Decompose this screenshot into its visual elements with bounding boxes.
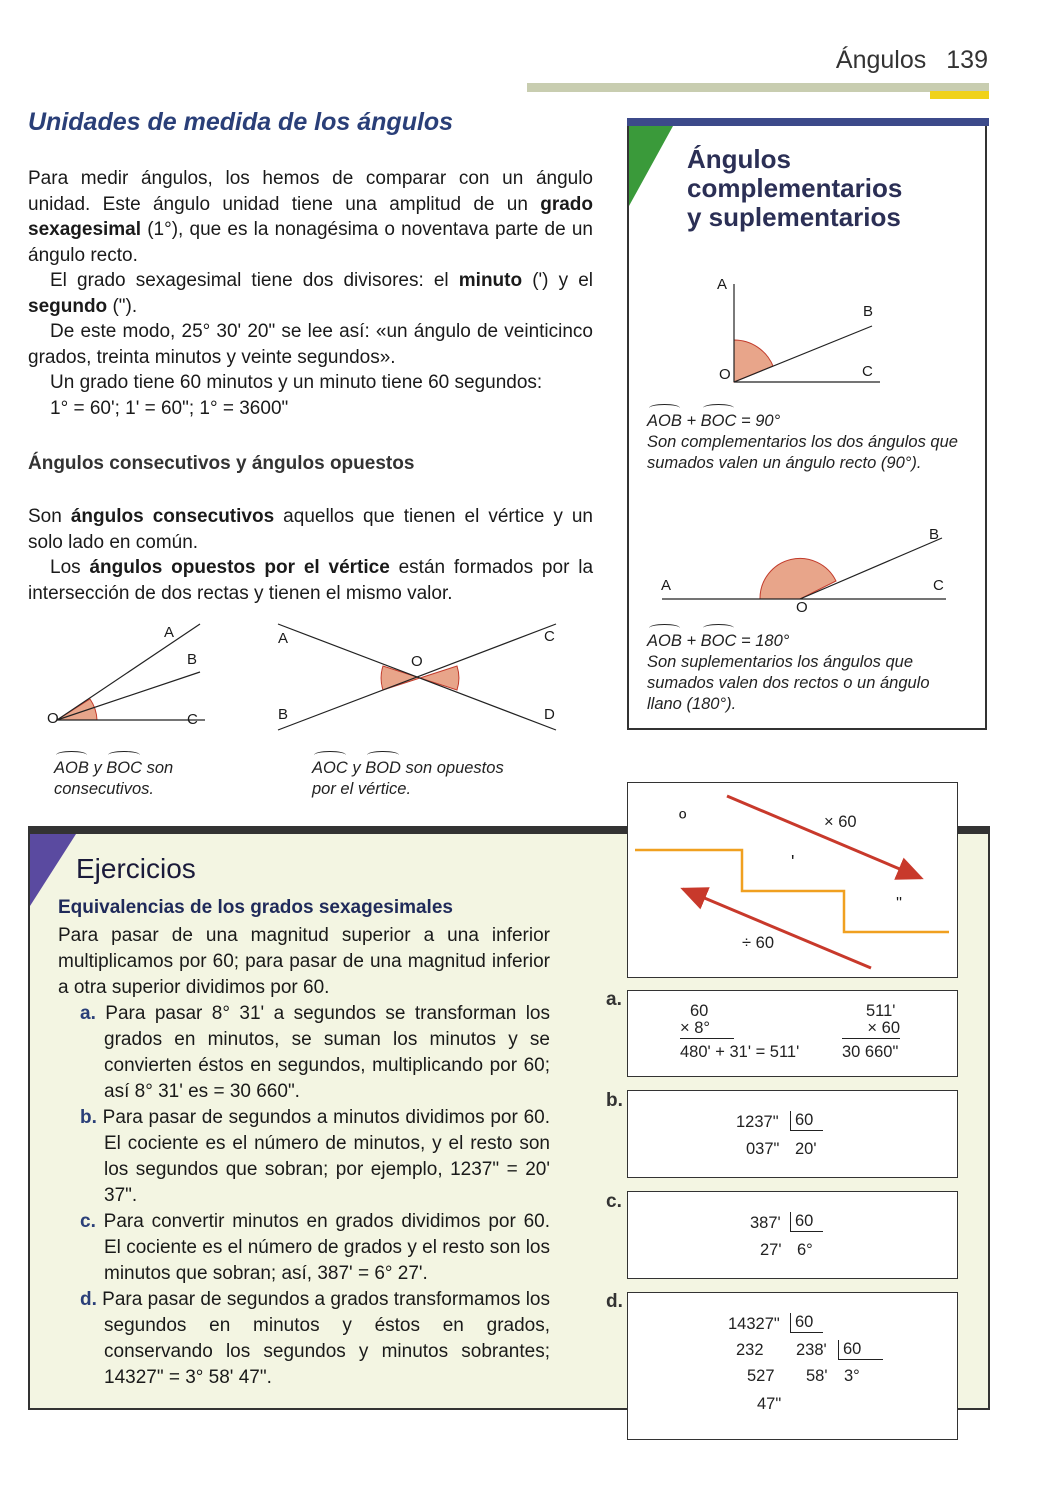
divisor: 60 xyxy=(790,1111,823,1131)
unidades-p5: 1° = 60'; 1' = 60"; 1° = 3600" xyxy=(50,397,289,419)
text: y xyxy=(347,759,366,777)
angle-name: AOB xyxy=(54,759,89,777)
calc-box-c xyxy=(627,1191,958,1279)
quotient: 20' xyxy=(795,1140,817,1158)
angle-name: BOC xyxy=(700,412,737,430)
text: + xyxy=(681,412,701,430)
angle-name: AOC xyxy=(312,759,348,777)
complementary-definition: Son complementarios los dos ángulos que sumados valen un ángulo recto (90°). xyxy=(647,433,958,472)
divisor: 60 xyxy=(790,1313,823,1333)
text: están formados por la intersección de dos rectas y tienen el mismo valor. xyxy=(28,557,594,604)
label-o: O xyxy=(411,653,423,670)
partial-remainder: 232 xyxy=(736,1341,764,1359)
exercises-subtitle: Equivalencias de los grados sexagesimales xyxy=(58,897,453,918)
supplementary-figure xyxy=(660,525,960,605)
angle-name: BOC xyxy=(700,632,737,650)
label-b: B xyxy=(187,651,198,668)
label-a: A xyxy=(278,630,289,647)
item-text: Para pasar 8° 31' a segundos se transforman los grados en minutos, se suman los minutos y se convierten éstos en segundos, multiplicando por 60; así 8° 31' es = 30 660". xyxy=(95,1003,550,1102)
multiply-label: × 60 xyxy=(824,813,857,831)
unidades-p4: Un grado tiene 60 minutos y un minuto tiene 60 segundos: xyxy=(50,372,543,393)
title-line: Ángulos xyxy=(687,144,791,174)
letter-c: c. xyxy=(606,1191,622,1212)
term: ángulos opuestos por el vértice xyxy=(89,557,390,578)
label-d: D xyxy=(544,706,555,723)
consecutivos-text xyxy=(28,504,593,606)
item-letter: c. xyxy=(80,1211,96,1232)
text: (1°), que es la nonagésima o noventava parte de un ángulo recto. xyxy=(28,219,593,266)
supplementary-equation xyxy=(647,631,789,652)
multiplier: × 8° xyxy=(680,1019,734,1039)
subsection-title: Ángulos consecutivos y ángulos opuestos xyxy=(28,453,415,474)
text: consecutivos. xyxy=(54,780,154,798)
second-symbol: '' xyxy=(896,895,903,912)
text: ("). xyxy=(107,295,138,317)
page-number: 139 xyxy=(946,46,988,74)
exercises-title: Ejercicios xyxy=(76,853,196,884)
remainder: 27' xyxy=(760,1241,782,1259)
angle-arc-right xyxy=(420,666,459,690)
angle-name: BOC xyxy=(106,759,143,777)
green-tab xyxy=(629,126,673,206)
angle-arc xyxy=(57,699,97,720)
dividend: 14327" xyxy=(728,1315,780,1333)
multiplier: × 60 xyxy=(842,1019,900,1039)
label-a: A xyxy=(661,577,672,594)
term: grado sexagesimal xyxy=(28,193,593,240)
text: (') y el xyxy=(522,270,594,291)
item-letter: d. xyxy=(80,1289,97,1310)
letter-d: d. xyxy=(606,1291,623,1312)
exercise-item xyxy=(58,1105,550,1209)
quotient-minutes: 238' xyxy=(796,1341,827,1359)
angle-name: AOB xyxy=(647,412,682,430)
angle-arc xyxy=(734,340,773,382)
label-o: O xyxy=(47,710,59,727)
item-letter: b. xyxy=(80,1107,97,1128)
label-o: O xyxy=(796,599,808,616)
exercise-item xyxy=(58,1287,550,1391)
dividend: 387' xyxy=(750,1214,781,1232)
exercise-item xyxy=(58,1209,550,1287)
text: son xyxy=(142,759,174,777)
minute-symbol: ' xyxy=(791,852,795,872)
text: Los xyxy=(50,557,90,578)
term: minuto xyxy=(458,270,523,291)
exercises-intro: Para pasar de una magnitud superior a una inferior multiplicamos por 60; para pasar de una magnitud inferior a otra superior dividimos por 60. xyxy=(58,925,550,998)
dividend: 1237" xyxy=(736,1113,779,1131)
section-name: Ángulos xyxy=(835,46,927,74)
sidebar-top-bar xyxy=(627,118,989,126)
sidebar-title xyxy=(687,145,902,232)
label-c: C xyxy=(544,628,555,645)
complementary-equation xyxy=(647,411,780,432)
text: Son xyxy=(28,506,71,527)
divisor: 60 xyxy=(838,1340,883,1360)
label-a: A xyxy=(717,276,728,293)
exercise-item xyxy=(58,1001,550,1105)
factor: 60 xyxy=(690,1002,709,1020)
remainder-minutes: 58' xyxy=(806,1367,828,1385)
consecutivos-p2 xyxy=(28,555,593,606)
label-c: C xyxy=(933,577,944,594)
text: = 180° xyxy=(736,632,790,650)
exercises-text xyxy=(58,923,550,1391)
label-b: B xyxy=(863,303,874,320)
quotient: 6° xyxy=(797,1241,813,1259)
conversion-diagram-graphic xyxy=(627,782,958,978)
label-c: C xyxy=(862,363,873,380)
letter-a: a. xyxy=(606,989,622,1010)
item-text: Para convertir minutos en grados dividimos por 60. El cociente es el número de grados y el resto son los minutos que sobran; así, 387' = 6° 27'. xyxy=(95,1211,550,1284)
unidades-text xyxy=(28,166,593,421)
text: Para medir ángulos, los hemos de comparar con un ángulo unidad. Este ángulo unidad tiene una amplitud de un xyxy=(28,168,593,215)
angle-name: BOD xyxy=(365,759,401,777)
divide-label: ÷ 60 xyxy=(742,934,774,952)
opposite-angles-figure xyxy=(270,620,570,740)
title-line: y suplementarios xyxy=(687,202,901,232)
opposite-caption xyxy=(312,758,504,800)
label-a: A xyxy=(164,624,175,641)
text: + xyxy=(681,632,701,650)
page-header xyxy=(836,46,988,75)
angle-arc xyxy=(760,558,836,599)
header-rule xyxy=(527,83,989,92)
item-text: Para pasar de segundos a grados transformamos los segundos en minutos y éstos en grados, conservando los segundos y minutos sobrantes; 14327" = 3° 58' 47". xyxy=(96,1289,550,1388)
arrow-multiply xyxy=(727,796,921,878)
result: 30 660" xyxy=(842,1043,899,1061)
text: por el vértice. xyxy=(312,780,412,798)
term: segundo xyxy=(28,295,108,317)
consecutivos-p1 xyxy=(28,504,593,555)
text: son opuestos xyxy=(400,759,504,777)
label-b: B xyxy=(929,526,940,543)
item-text: Para pasar de segundos a minutos dividimos por 60. El cociente es el número de minutos, y el resto son los segundos que sobran; por ejemplo, 1237" = 20' 37". xyxy=(96,1107,550,1206)
section-title: Unidades de medida de los ángulos xyxy=(28,108,454,136)
unidades-p1 xyxy=(28,166,593,268)
header-accent xyxy=(930,91,989,99)
title-line: complementarios xyxy=(687,173,903,203)
unidades-p2 xyxy=(28,268,593,319)
remainder-seconds: 47" xyxy=(757,1395,782,1413)
result: 480' + 31' = 511' xyxy=(680,1043,800,1061)
term: ángulos consecutivos xyxy=(70,506,275,527)
degree-symbol: º xyxy=(679,808,687,830)
calc-box-b xyxy=(627,1090,958,1178)
text: = 90° xyxy=(736,412,781,430)
consecutive-caption xyxy=(54,758,173,800)
factor: 511' xyxy=(866,1002,896,1020)
divisor: 60 xyxy=(790,1212,823,1232)
quotient-degrees: 3° xyxy=(844,1367,860,1385)
ray-a xyxy=(57,624,200,720)
item-letter: a. xyxy=(80,1003,96,1024)
label-b: B xyxy=(278,706,289,723)
remainder: 037" xyxy=(746,1140,780,1158)
calc-box-a xyxy=(627,990,958,1077)
letter-b: b. xyxy=(606,1090,623,1111)
unidades-p3: De este modo, 25° 30' 20" se lee así: «un ángulo de veinticinco grados, treinta minutos y veinte segundos». xyxy=(28,321,593,368)
text: y xyxy=(88,759,107,777)
angle-name: AOB xyxy=(647,632,682,650)
label-c: C xyxy=(187,711,198,728)
text: aquellos que tienen el vértice y un solo lado en común. xyxy=(28,506,593,553)
partial-remainder: 527 xyxy=(747,1367,775,1385)
ray-b xyxy=(57,672,200,720)
purple-tab xyxy=(30,834,76,906)
supplementary-definition: Son suplementarios los ángulos que sumados valen dos rectos o un ángulo llano (180°). xyxy=(647,653,930,713)
text: El grado sexagesimal tiene dos divisores: el xyxy=(50,270,459,291)
label-o: O xyxy=(719,366,731,383)
